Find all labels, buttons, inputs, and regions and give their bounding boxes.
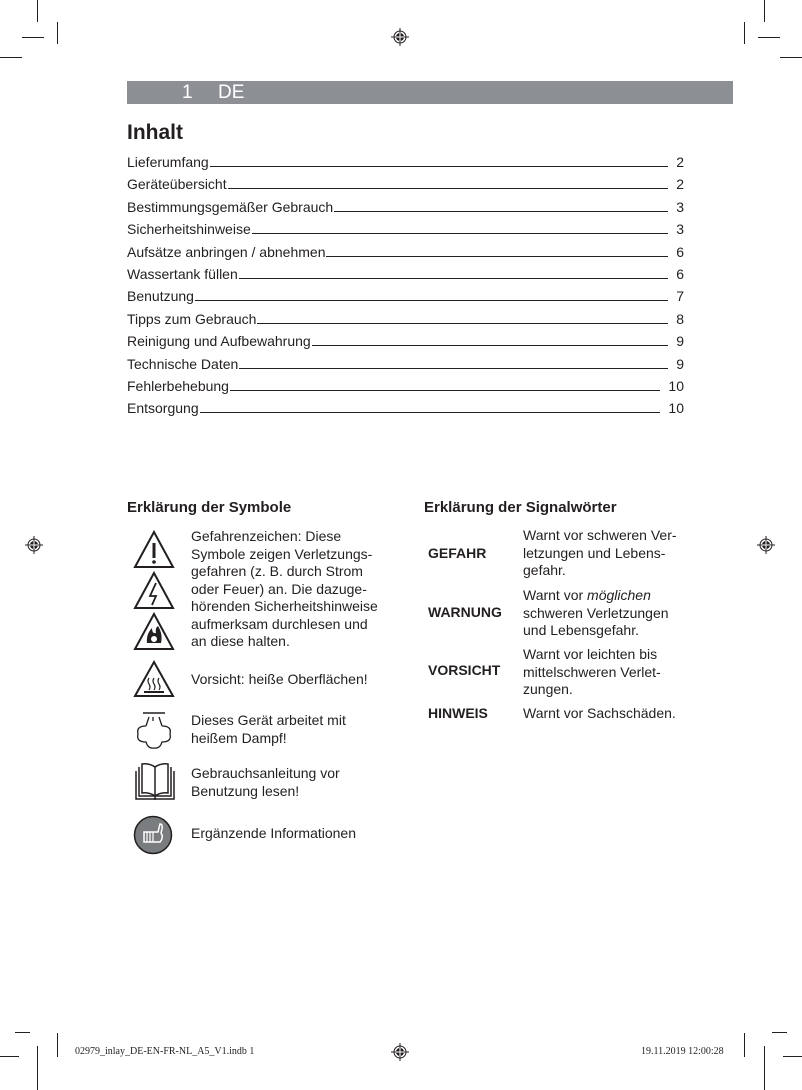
- toc-entry[interactable]: [127, 374, 684, 394]
- text-line: Dieses Gerät arbeitet mit: [191, 712, 346, 728]
- toc-entry-page: 10: [668, 378, 684, 394]
- crop-mark: [772, 1032, 787, 1033]
- toc-entry-label: Lieferumfang: [127, 154, 209, 170]
- text-line: heißem Dampf!: [191, 729, 287, 746]
- text-line: Warnt vor leichten bis: [523, 646, 658, 662]
- toc-entry[interactable]: [127, 240, 684, 260]
- toc-entry-label: Technische Daten: [127, 355, 239, 372]
- toc-entry[interactable]: [127, 262, 684, 282]
- toc-entry-page: 6: [676, 243, 684, 260]
- toc-entry-page: 9: [676, 355, 684, 372]
- registration-mark-icon: [391, 28, 409, 46]
- toc-entry-page: 3: [676, 221, 684, 238]
- signal-words-heading: Erklärung der Signalwörter: [424, 499, 617, 516]
- language-code: DE: [218, 82, 245, 103]
- text-line: Warnt vor Sachschäden.: [523, 705, 676, 721]
- crop-mark: [0, 1056, 19, 1057]
- symbol-description: [191, 825, 356, 843]
- text-line: Warnt vor schweren Ver-: [523, 527, 677, 543]
- toc-entry-label: Geräteübersicht: [127, 176, 227, 193]
- toc-entry[interactable]: [127, 172, 684, 192]
- toc-entry-label: Bestimmungsgemäßer Gebrauch: [127, 198, 334, 215]
- crop-mark: [37, 1046, 38, 1090]
- toc-entry-label: Aufsätze anbringen / abnehmen: [127, 243, 326, 260]
- hot-surface-icon: [133, 660, 175, 698]
- steam-icon: [133, 712, 175, 750]
- footer-timestamp: 19.11.2019 12:00:28: [641, 1046, 724, 1057]
- text-line: letzungen und Lebens-: [523, 544, 666, 561]
- text-line: Benutzung lesen!: [191, 782, 300, 799]
- text-line: Ergänzende Informationen: [191, 825, 356, 841]
- text-line: gefahr.: [523, 562, 566, 578]
- crop-mark: [783, 1056, 802, 1057]
- registration-mark-icon: [391, 1043, 409, 1061]
- toc-entry-page: 7: [676, 288, 684, 305]
- text-line: oder Feuer) an. Die dazuge-: [191, 580, 367, 597]
- text-line: Vorsicht: heiße Oberflächen!: [191, 671, 368, 687]
- toc-entry-label: Tipps zum Gebrauch: [127, 310, 257, 327]
- toc-leader: [195, 300, 668, 301]
- page-title: Inhalt: [127, 121, 183, 144]
- signal-description: [523, 527, 677, 580]
- page-header-bar: [127, 81, 733, 104]
- toc-leader: [312, 345, 669, 346]
- toc-leader: [210, 166, 668, 167]
- crop-mark: [744, 22, 745, 44]
- text-line: Warnt vor möglichen: [523, 587, 651, 603]
- crop-mark: [764, 0, 765, 22]
- toc-entry-page: 2: [676, 154, 684, 170]
- toc-entry-page: 2: [676, 176, 684, 193]
- toc-entry-page: 3: [676, 198, 684, 215]
- toc-entry[interactable]: [127, 217, 684, 237]
- fire-warning-icon: [135, 614, 173, 649]
- toc-leader: [239, 368, 668, 369]
- registration-mark-icon: [757, 536, 775, 554]
- crop-mark: [15, 1032, 30, 1033]
- text-line: aufmerksam durchlesen und: [191, 615, 368, 632]
- crop-mark: [744, 1033, 745, 1057]
- toc-leader: [239, 278, 668, 279]
- text-line: hörenden Sicherheitshinweise: [191, 598, 378, 614]
- toc-leader: [200, 412, 661, 413]
- footer-filename: 02979_inlay_DE-EN-FR-NL_A5_V1.indb 1: [75, 1046, 255, 1057]
- toc-entry-label: Benutzung: [127, 288, 194, 305]
- symbol-description: [191, 712, 346, 747]
- crop-mark: [37, 0, 38, 22]
- toc-entry[interactable]: [127, 329, 684, 349]
- warning-triangle-icons: [133, 530, 175, 652]
- symbol-description: [191, 528, 378, 651]
- signal-word: WARNUNG: [428, 604, 502, 620]
- toc-entry-page: 10: [668, 400, 684, 417]
- crop-mark: [57, 1033, 58, 1057]
- info-hand-icon: [133, 815, 173, 855]
- toc-entry[interactable]: [127, 396, 684, 416]
- symbol-description: [191, 765, 340, 800]
- text-line: mittelschweren Verlet-: [523, 663, 661, 680]
- toc-leader: [228, 188, 669, 189]
- registration-mark-icon: [25, 536, 43, 554]
- toc-entry-page: 9: [676, 333, 684, 350]
- signal-word: VORSICHT: [428, 662, 501, 678]
- signal-description: [523, 705, 676, 723]
- symbols-heading: Erklärung der Symbole: [127, 499, 292, 516]
- text-line: an diese halten.: [191, 633, 290, 649]
- toc-entry-label: Fehlerbehebung: [127, 378, 229, 394]
- toc-entry-label: Entsorgung: [127, 400, 199, 417]
- text-line: zungen.: [523, 681, 573, 697]
- text-line: gefahren (z. B. durch Strom: [191, 563, 363, 579]
- page-number: 1: [182, 82, 193, 103]
- toc-leader: [334, 211, 668, 212]
- text-line: Gebrauchsanleitung vor: [191, 765, 340, 781]
- text-line: Symbole zeigen Verletzungs-: [191, 545, 373, 562]
- toc-entry[interactable]: [127, 307, 684, 327]
- signal-description: [523, 587, 669, 640]
- symbol-description: [191, 671, 368, 689]
- toc-entry[interactable]: [127, 284, 684, 304]
- toc-leader: [257, 323, 668, 324]
- electric-warning-icon: [135, 573, 173, 608]
- text-line: und Lebensgefahr.: [523, 622, 639, 638]
- general-warning-icon: [135, 532, 173, 567]
- crop-mark: [0, 57, 22, 58]
- toc-entry[interactable]: [127, 195, 684, 215]
- toc-leader: [326, 256, 668, 257]
- manual-book-icon: [135, 763, 175, 801]
- crop-mark: [758, 37, 780, 38]
- toc-leader: [230, 390, 660, 391]
- crop-mark: [57, 22, 58, 44]
- text-line: Gefahrenzeichen: Diese: [191, 528, 342, 544]
- text-line: schweren Verletzungen: [523, 604, 669, 621]
- crop-mark: [764, 1046, 765, 1090]
- signal-word: GEFAHR: [428, 545, 487, 561]
- toc-entry[interactable]: [127, 150, 684, 170]
- toc-entry-label: Wassertank füllen: [127, 266, 238, 282]
- toc-entry-label: Sicherheitshinweise: [127, 221, 251, 238]
- toc-entry-label: Reinigung und Aufbewahrung: [127, 333, 311, 350]
- signal-word: HINWEIS: [428, 705, 488, 721]
- crop-mark: [22, 37, 44, 38]
- signal-description: [523, 646, 661, 699]
- toc-entry-page: 8: [676, 310, 684, 327]
- toc-entry-page: 6: [676, 266, 684, 282]
- toc-leader: [252, 233, 668, 234]
- toc-entry[interactable]: [127, 352, 684, 372]
- crop-mark: [780, 57, 802, 58]
